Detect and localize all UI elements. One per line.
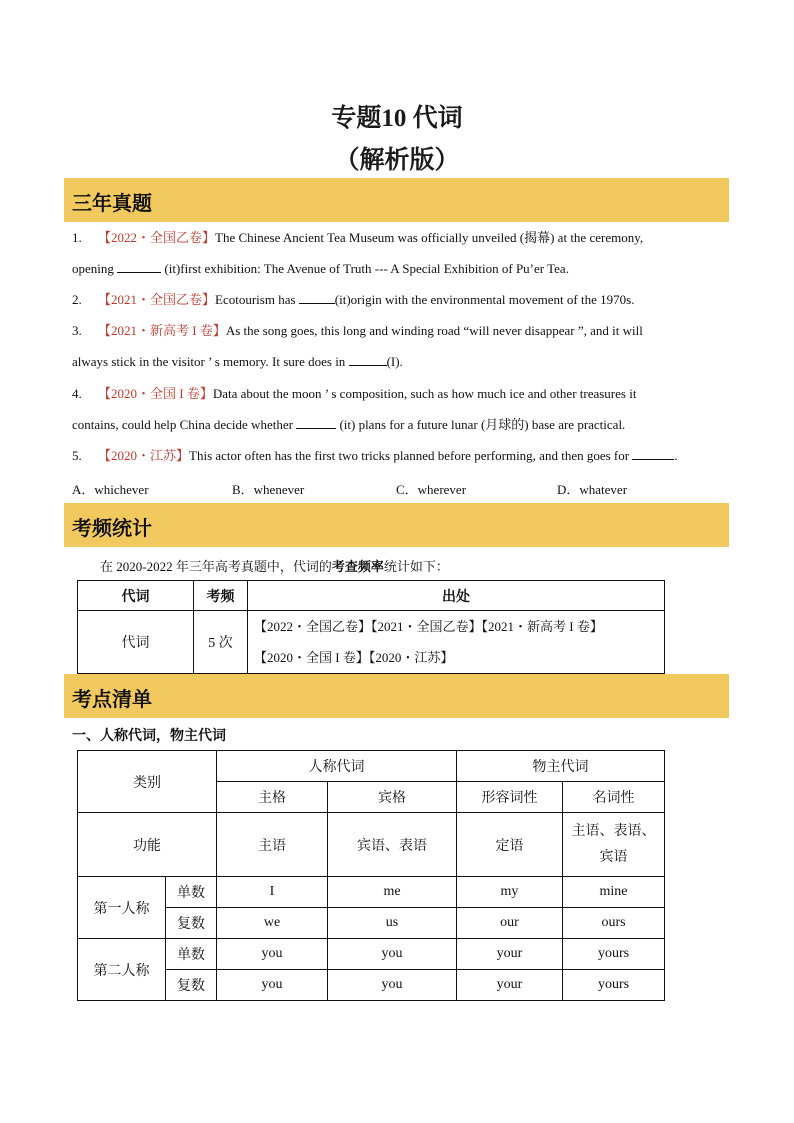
table-cell: 形容词性: [457, 782, 563, 813]
question-tag: 【2020・江苏】: [98, 448, 190, 463]
table-cell: yours: [563, 939, 665, 970]
table-cell: 类别: [78, 751, 217, 813]
question-1-line-2: [72, 260, 569, 278]
question-number: 1.: [72, 230, 82, 245]
source-cell: [248, 611, 665, 674]
table-cell: 名词性: [563, 782, 665, 813]
page-title: 专题10 代词: [331, 105, 463, 132]
table-cell: your: [457, 970, 563, 1001]
table-cell: our: [457, 908, 563, 939]
question-1-line-1: [72, 229, 643, 247]
answer-blank: [632, 447, 674, 460]
question-3-line-2: [72, 353, 403, 371]
table-cell: us: [328, 908, 457, 939]
question-tag: 【2020・全国 I 卷】: [98, 386, 213, 401]
table-cell: 物主代词: [457, 751, 665, 782]
section-title: 考频统计: [72, 516, 152, 540]
source-line: 【2022・全国乙卷】【2021・全国乙卷】【2021・新高考 I 卷】: [254, 619, 603, 634]
question-text: (it)first exhibition: The Avenue of Truth --- A Special Exhibition of Pu’er Tea.: [161, 261, 569, 276]
frequency-table: [77, 580, 665, 674]
question-text: (it) plans for a future lunar (月球的) base are practical.: [336, 417, 626, 432]
question-tag: 【2022・全国乙卷】: [98, 230, 216, 245]
answer-blank: [349, 353, 387, 366]
table-cell: me: [328, 877, 457, 908]
table-cell: you: [328, 970, 457, 1001]
option-a: A．whichever: [72, 482, 149, 497]
question-text: opening: [72, 261, 118, 276]
table-cell: my: [457, 877, 563, 908]
question-number: 3.: [72, 323, 82, 338]
table-cell: you: [217, 970, 328, 1001]
option-b: B．whenever: [232, 482, 305, 497]
frequency-intro: [100, 556, 449, 575]
section-title: 考点清单: [72, 687, 152, 711]
table-cell: 单数: [166, 877, 217, 908]
question-text: The Chinese Ancient Tea Museum was officially unveiled (揭幕) at the ceremony,: [215, 230, 644, 245]
table-cell: ours: [563, 908, 665, 939]
option-d: D．whatever: [557, 482, 628, 497]
question-text: contains, could help China decide whether: [72, 417, 297, 432]
subsection-heading: 一、人称代词，物主代词: [72, 728, 226, 744]
question-number: 4.: [72, 386, 82, 401]
section-title: 三年真题: [72, 191, 152, 215]
table-cell: 复数: [166, 970, 217, 1001]
section-header-three-years: [64, 178, 729, 222]
table-cell: 宾格: [328, 782, 457, 813]
table-cell: 代词: [78, 611, 194, 674]
answer-blank: [299, 291, 335, 304]
answer-blank: [296, 416, 336, 429]
question-tag: 【2021・全国乙卷】: [98, 292, 216, 307]
question-text: (I).: [386, 354, 403, 369]
table-cell: 主格: [217, 782, 328, 813]
table-cell: you: [217, 939, 328, 970]
source-line: 【2020・全国 I 卷】【2020・江苏】: [254, 650, 454, 665]
table-cell: 宾语、表语: [328, 813, 457, 877]
intro-emphasis: 考查频率: [331, 559, 384, 574]
answer-blank: [117, 260, 161, 273]
table-cell: mine: [563, 877, 665, 908]
table-cell: your: [457, 939, 563, 970]
table-cell: 功能: [78, 813, 217, 877]
table-cell: we: [217, 908, 328, 939]
section-header-frequency: [64, 503, 729, 547]
page-subtitle: （解析版）: [334, 147, 460, 174]
table-cell: I: [217, 877, 328, 908]
header-cell: 考频: [194, 581, 248, 611]
question-text: (it)origin with the environmental movement of the 1970s.: [334, 292, 635, 307]
table-cell: 第一人称: [78, 877, 166, 939]
question-text: This actor often has the first two tricks planned before performing, and then goes for: [189, 448, 633, 463]
question-text: Data about the moon ’ s composition, such as how much ice and other treasures it: [212, 386, 637, 401]
table-cell: 人称代词: [217, 751, 457, 782]
table-cell: 复数: [166, 908, 217, 939]
header-cell: 代词: [78, 581, 194, 611]
pronoun-table: [77, 750, 665, 1001]
section-header-checklist: [64, 674, 729, 718]
question-text: As the song goes, this long and winding road “will never disappear ”, and it will: [225, 323, 643, 338]
question-number: 5.: [72, 448, 82, 463]
question-5: [72, 447, 678, 465]
question-text: Ecotourism has: [215, 292, 299, 307]
intro-text: 统计如下：: [383, 559, 449, 574]
question-4-line-1: [72, 385, 636, 403]
table-cell: 主语、表语、宾语: [563, 813, 665, 877]
option-c: C．wherever: [396, 482, 467, 497]
table-cell: 定语: [457, 813, 563, 877]
intro-text: 在 2020-2022 年三年高考真题中，代词的: [100, 559, 332, 574]
question-text: always stick in the visitor ’ s memory. It sure does in: [72, 354, 349, 369]
question-4-line-2: [72, 416, 625, 434]
table-cell: 单数: [166, 939, 217, 970]
table-cell: 5 次: [194, 611, 248, 674]
table-cell: yours: [563, 970, 665, 1001]
question-number: 2.: [72, 292, 82, 307]
table-cell: 第二人称: [78, 939, 166, 1001]
question-tag: 【2021・新高考 I 卷】: [98, 323, 226, 338]
table-cell: 主语: [217, 813, 328, 877]
question-3-line-1: [72, 322, 643, 340]
table-cell: you: [328, 939, 457, 970]
question-2: [72, 291, 634, 309]
question-text: .: [674, 448, 678, 463]
header-cell: 出处: [248, 581, 665, 611]
